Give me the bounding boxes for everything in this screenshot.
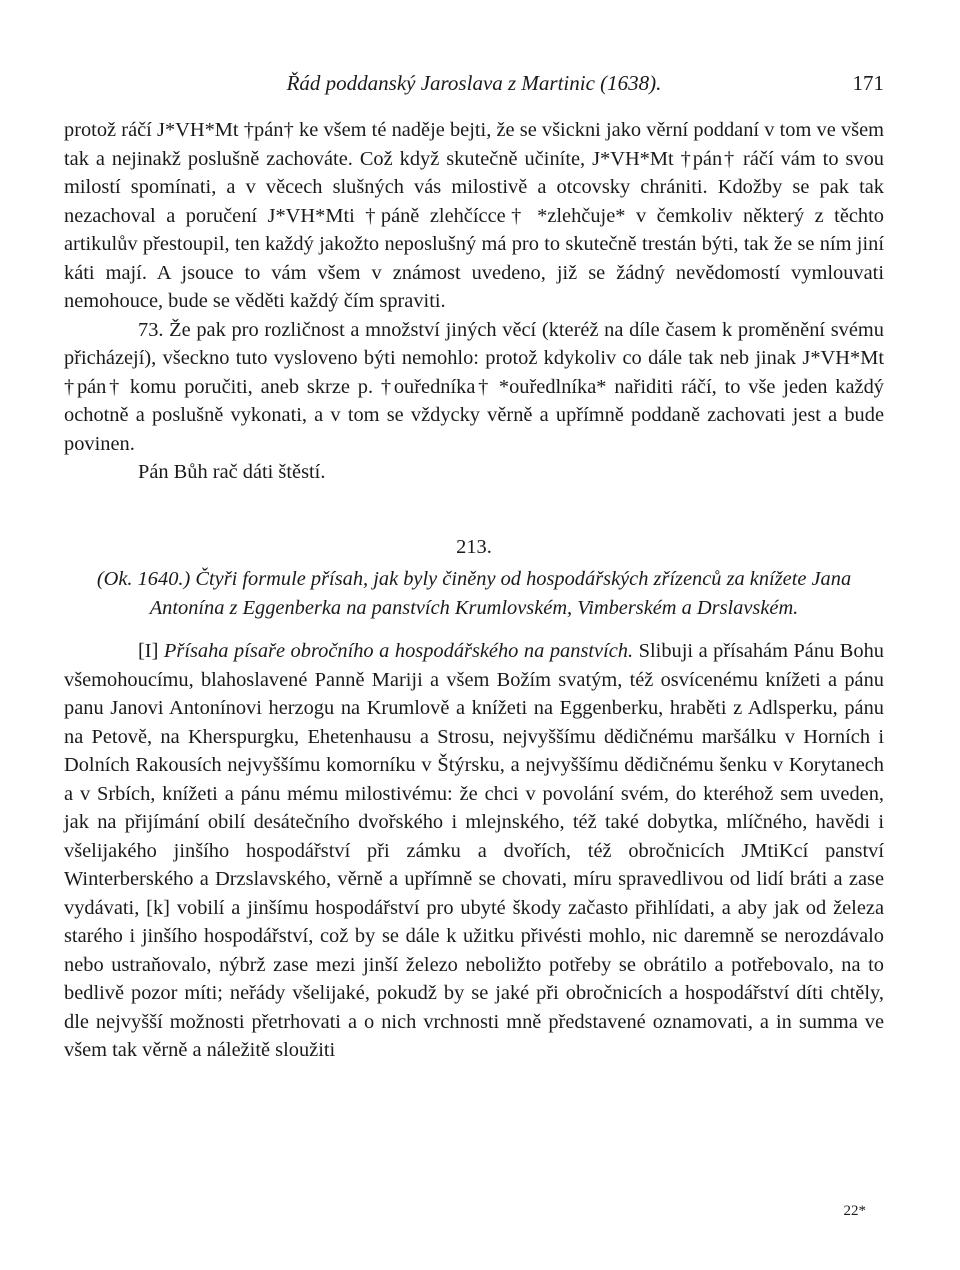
document-number: 213. [456, 535, 492, 558]
page-header [64, 68, 884, 98]
section-title: Přísaha písaře obročního a hospodářského na panstvích. [163, 640, 634, 662]
page-body [64, 116, 884, 1065]
sheet-signature: 22* [843, 1203, 866, 1219]
document-heading: (Ok. 1640.) Čtyři formule přísah, jak byly činěny od hospodářských zřízenců za knížete Jana Antonína z Eggenberka na panstvích Krumlovském, Vimberském a Drslavském. [96, 568, 852, 619]
paragraph-continuation: protož ráčí J*VH*Mt †pán† ke všem té naděje bejti, že se všickni jako věrní poddaní v tom ve všem tak a nejinakž poslušně zachováte. Což když skutečně učiníte, J*VH*Mt †pán† ráčí vám to svou milostí spomínati, a v věcech slušných vás milostivě a otcovsky chrániti. Kdožby se pak tak nezachoval a poručení J*VH*Mti †páně zlehčícce† *zlehčuje* v čemkoliv některý z těchto artikulův přestoupil, ten každý jakožto neposlušný má pro to skutečně trestán býti, tak že se ním jiní káti mají. A jsouce to vám všem v známost uvedeno, již se žádný nevědomostí vymlouvati nemohouce, bude se věděti každý čím spraviti. [64, 119, 884, 312]
heading-spacer [64, 623, 884, 637]
section-marker: [I] [138, 640, 159, 662]
running-title: Řád poddanský Jaroslava z Martinic (1638). [286, 71, 662, 95]
oath-paragraph [64, 637, 884, 1065]
paragraph-article-73: 73. Že pak pro rozličnost a množství jiných věcí (kteréž na díle časem k proměnění svému přicházejí), všeckno tuto vysloveno býti nemohlo: protož kdykoliv co dále tak neb jinak J*VH*Mt †pán† komu poručiti, aneb skrze p. †ouředníka† *ouředlníka* nařiditi ráčí, to vše jeden každý ochotně a poslušně vykonati, a v tom se vždycky věrně a upřímně poddaně zachovati jest a bude povinen. [64, 318, 884, 455]
page-number: 171 [852, 71, 884, 95]
section-spacer [64, 487, 884, 533]
section-text: Slibuji a přísahám Pánu Bohu všemohoucímu, blahoslavené Panně Mariji a všem Božím svatým, též osvícenému knížeti a pánu panu Janovi Antonínovi herzogu na Krumlově a knížeti na Eggenberku, hraběti z Adlsperku, pánu na Petově, na Kherspurgku, Ehetenhausu a Strosu, nejvyššímu dědičnému maršálku v Horních i Dolních Rakousích nejvyššímu komorníku v Štýrsku, a nejvyššímu dědičnému šenku v Korytanech a v Srbích, knížeti a pánu mému milostivému: že chci v povolání svém, do kteréhož sem uveden, jak na přijímání obilí desátečního dvořského i mlejnského, též také dobytka, mlíčného, havědi i všelijakého jinšího hospodářství při zámku a dvořích, též obročnicích JMtiKcí panství Winterberského a Drzslavského, věrně a upřímně se chovati, míru spravedlivou od lidí bráti a zase vydávati, [k] vobilí a jinšímu hospodářství pro ubyté škody začasto přihlídati, a aby jak od železa starého i jinšího hospodářství, což by se dále k užitku přivésti mohlo, nic daremně se nerozdávalo nebo ustraňovalo, nýbrž zase mezi jinší železo neboližto potřeby se obrátilo a potřebovalo, na to bedlivě pozor míti; neřády všelijaké, pokudž by se jaké při obročnicích a hospodářství díti chtěly, dle nejvyšší možnosti přetrhovati a o nich vrchnosti mně představené oznamovati, a in summa ve všem tak věrně a náležitě sloužiti [64, 640, 884, 1061]
paragraph-closing: Pán Bůh rač dáti štěstí. [138, 461, 326, 483]
